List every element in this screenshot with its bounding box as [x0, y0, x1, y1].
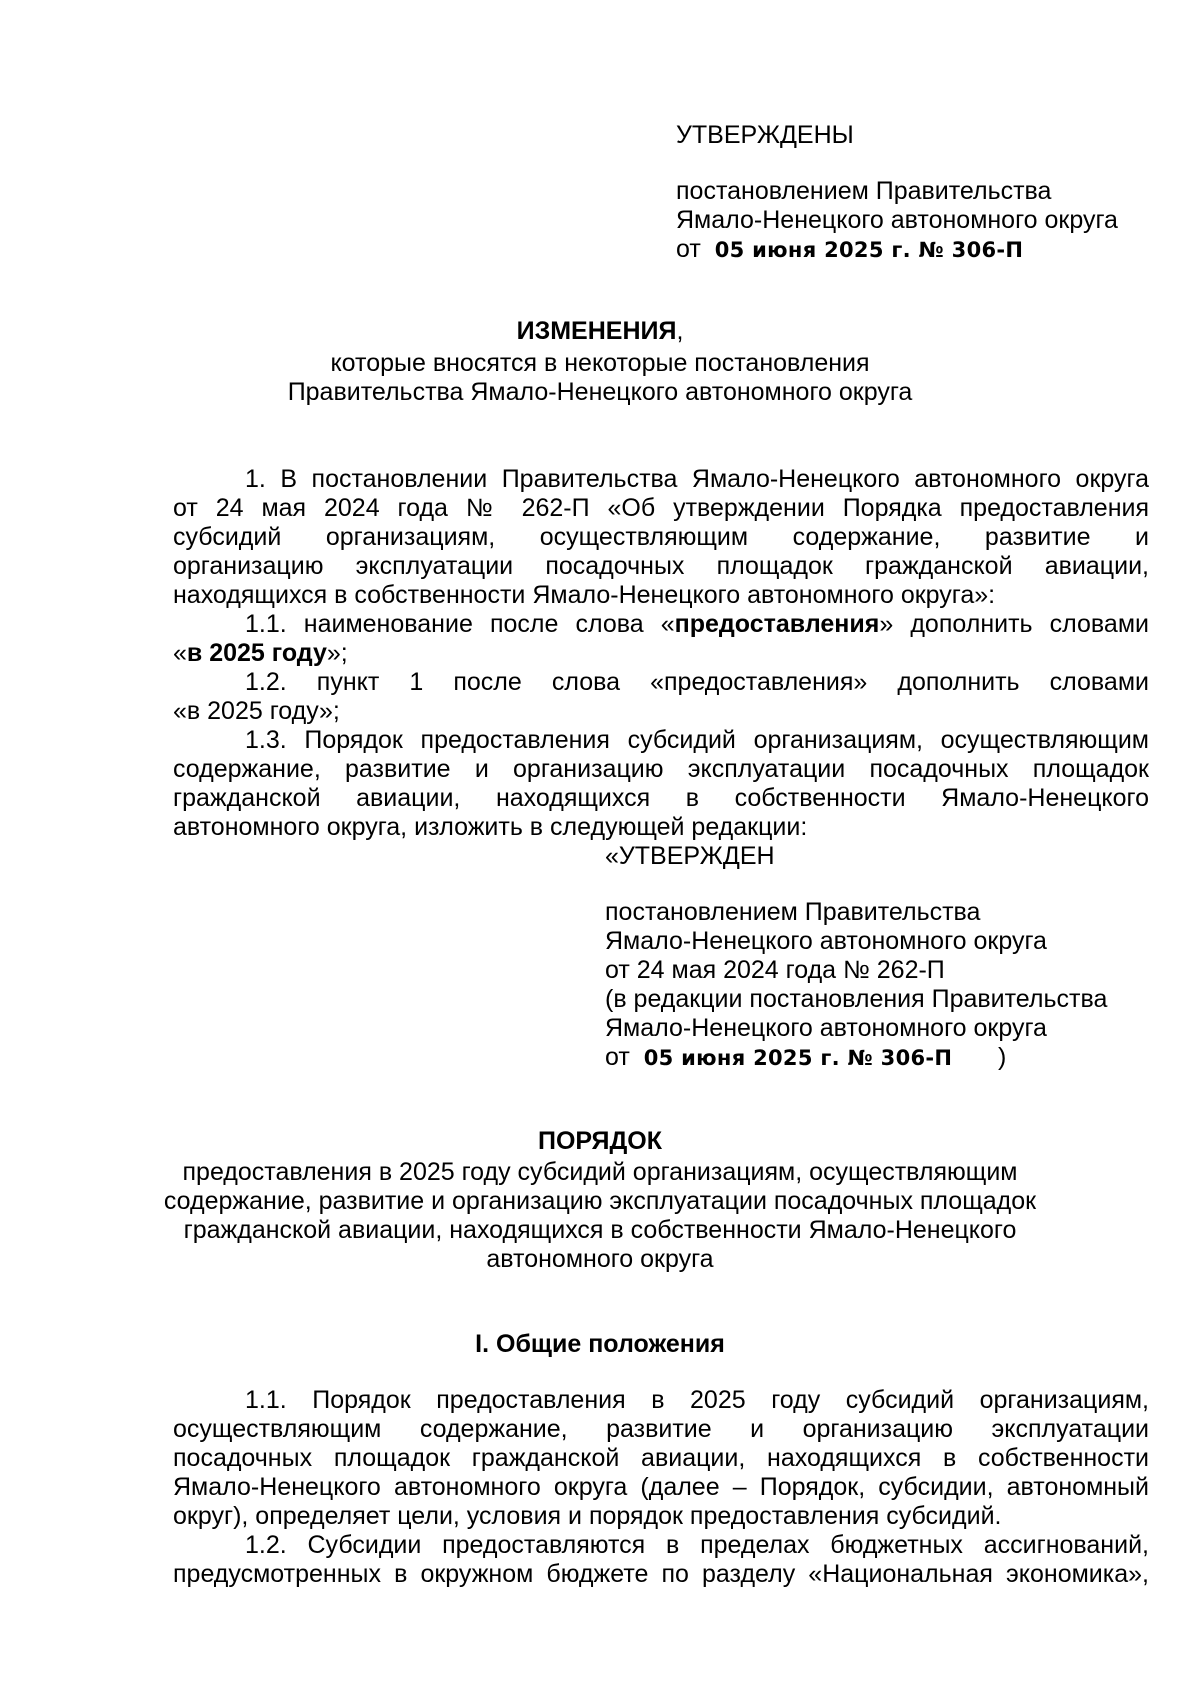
p-1-1-line: округ), определяет цели, условия и порядок предоставления субсидий.	[173, 1502, 1002, 1530]
item-1-1-text: »;	[326, 639, 348, 667]
item-1-1-text: » дополнить словами	[879, 610, 1149, 638]
stamp2-line: постановлением Правительства	[605, 898, 981, 926]
order-title	[0, 1127, 1200, 1156]
item-1-3-line: гражданской авиации, находящихся в собственности Ямало-Ненецкого	[173, 784, 1149, 812]
order-title-text: ПОРЯДОК	[538, 1127, 662, 1155]
title-sub-1: которые вносятся в некоторые постановления	[330, 349, 870, 377]
header-line-1: постановлением Правительства	[676, 177, 1052, 205]
item-1-line: от 24 мая 2024 года № 262-П «Об утверждении Порядка предоставления	[173, 494, 1149, 522]
title-sub-2: Правительства Ямало-Ненецкого автономного округа	[287, 378, 913, 406]
p-1-1-line: 1.1. Порядок предоставления в 2025 году субсидий организациям,	[245, 1386, 1149, 1414]
stamp2-date-line	[605, 1043, 952, 1073]
stamp2-line: (в редакции постановления Правительства	[605, 985, 1108, 1013]
item-1-line: находящихся в собственности Ямало-Ненецкого автономного округа»:	[173, 581, 996, 609]
stamp2-line: Ямало-Ненецкого автономного округа	[605, 927, 1047, 955]
item-1-3-paragraph	[173, 726, 1149, 842]
item-1-2-line: 1.2. пункт 1 после слова «предоставления» дополнить словами	[245, 668, 1149, 696]
order-sub-line: гражданской авиации, находящихся в собственности Ямало-Ненецкого	[183, 1216, 1017, 1244]
order-sub-line: автономного округа	[486, 1245, 714, 1273]
p-1-1-paragraph	[173, 1386, 1149, 1531]
item-1-1-line	[173, 639, 1149, 668]
item-1-line: 1. В постановлении Правительства Ямало-Ненецкого автономного округа	[245, 465, 1149, 493]
header-line-2: Ямало-Ненецкого автономного округа	[676, 206, 1118, 234]
item-1-2-line: «в 2025 году»;	[173, 697, 340, 725]
p-1-2-paragraph	[173, 1531, 1149, 1589]
header-from-prefix: от	[676, 235, 701, 263]
p-1-2-line: 1.2. Субсидии предоставляются в пределах бюджетных ассигнований,	[245, 1531, 1149, 1559]
header-date-line	[676, 235, 1023, 265]
stamp2-line: от 24 мая 2024 года № 262-П	[605, 956, 945, 984]
stamp2-date-number: 05 июня 2025 г. № 306-П	[643, 1046, 953, 1070]
order-sub-line: содержание, развитие и организацию эксплуатации посадочных площадок	[163, 1187, 1037, 1215]
item-1-1-line	[173, 610, 1149, 639]
stamp2-from-prefix: от	[605, 1043, 630, 1071]
item-1-1-bold-phrase: в 2025 году	[186, 639, 327, 667]
item-1-1-text: «	[173, 639, 187, 667]
p-1-1-line: осуществляющим содержание, развитие и организацию эксплуатации	[173, 1415, 1149, 1443]
stamp2-line: Ямало-Ненецкого автономного округа	[605, 1014, 1047, 1042]
item-1-line: организацию эксплуатации посадочных площадок гражданской авиации,	[173, 552, 1149, 580]
section-1-title	[0, 1330, 1200, 1359]
section-1-title-text: I. Общие положения	[475, 1330, 725, 1358]
header-date-number: 05 июня 2025 г. № 306-П	[714, 238, 1024, 262]
item-1-paragraph	[173, 465, 1149, 610]
item-1-3-line: содержание, развитие и организацию эксплуатации посадочных площадок	[173, 755, 1149, 783]
item-1-3-line: 1.3. Порядок предоставления субсидий организациям, осуществляющим	[245, 726, 1149, 754]
title-main: ИЗМЕНЕНИЯ	[516, 317, 677, 345]
p-1-1-line: Ямало-Ненецкого автономного округа (далее – Порядок, субсидии, автономный	[173, 1473, 1149, 1501]
stamp2-approved: «УТВЕРЖДЕН	[605, 842, 775, 870]
title-main-line	[0, 317, 1200, 346]
item-1-1-paragraph	[173, 610, 1149, 668]
item-1-1-bold-word: предоставления	[674, 610, 880, 638]
approved-label: УТВЕРЖДЕНЫ	[676, 121, 854, 149]
item-1-1-text: 1.1. наименование после слова «	[245, 610, 675, 638]
p-1-2-line: предусмотренных в окружном бюджете по разделу «Национальная экономика»,	[173, 1560, 1149, 1588]
item-1-2-paragraph	[173, 668, 1149, 726]
title-main-suffix: ,	[676, 317, 684, 345]
order-sub-line: предоставления в 2025 году субсидий организациям, осуществляющим	[182, 1158, 1018, 1186]
p-1-1-line: посадочных площадок гражданской авиации, находящихся в собственности	[173, 1444, 1149, 1472]
item-1-3-line: автономного округа, изложить в следующей редакции:	[173, 813, 808, 841]
item-1-line: субсидий организациям, осуществляющим содержание, развитие и	[173, 523, 1149, 551]
stamp2-close-paren: )	[998, 1043, 1007, 1071]
